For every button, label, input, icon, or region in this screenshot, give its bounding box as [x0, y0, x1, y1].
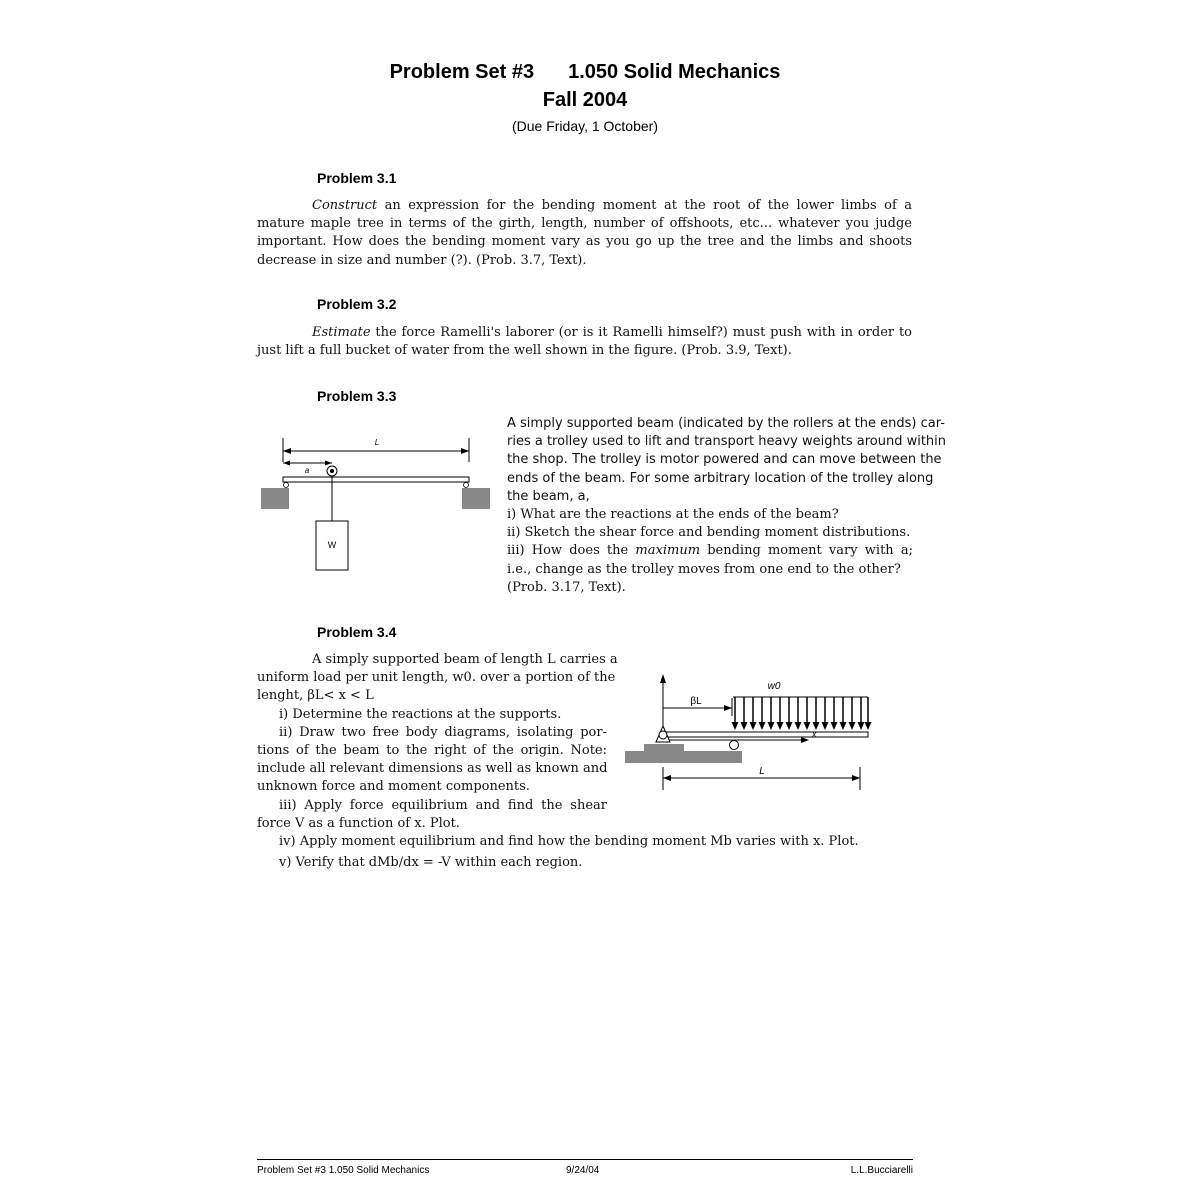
- dim-L-arrow-right: [461, 448, 469, 454]
- problem-3-4-q1: i) Determine the reactions at the supports.: [279, 706, 562, 722]
- footer-author: L.L.Bucciarelli: [850, 1165, 913, 1176]
- label-W: W: [327, 540, 337, 550]
- vertical-axis-arrow: [660, 674, 666, 683]
- ground: [625, 751, 742, 763]
- dim-L-arrow-right: [852, 775, 860, 781]
- problem-3-2-lead: Estimate: [312, 325, 371, 340]
- trolley-axle: [330, 469, 334, 473]
- problem-3-4-line: lenght, βL< x < L: [257, 688, 374, 704]
- problem-3-1-body: an expression for the bending moment at the root of the lower limbs of a mature maple tree in terms of the girth, length, number of offshoots, etc... whatever you judge important. How does the bending moment vary as you go up the tree and the limbs and shoots decrease in size and number (?). (Prob. 3.7, Text).: [257, 198, 912, 268]
- label-L: L: [374, 438, 380, 447]
- problem-3-1-text: [257, 197, 912, 270]
- problem-3-3-heading: Problem 3.3: [317, 388, 397, 404]
- problem-3-4-q3: iii) Apply force equilibrium and find the shear: [279, 797, 607, 813]
- problem-3-4-q2: tions of the beam to the right of the origin. Note:: [257, 743, 607, 759]
- problem-3-3-q3: [507, 542, 913, 560]
- problem-3-3-q3-post: bending moment vary with a;: [700, 543, 913, 559]
- course-title: 1.050 Solid Mechanics: [568, 61, 781, 83]
- dim-a-arrow-left: [283, 461, 290, 466]
- problem-3-4-line: uniform load per unit length, w0. over a portion of the: [257, 670, 616, 686]
- label-betaL: βL: [690, 696, 702, 707]
- problem-3-2-heading: Problem 3.2: [317, 296, 397, 312]
- problem-3-4-q5: v) Verify that dMb/dx = -V within each region.: [279, 855, 583, 870]
- problem-3-3-q1: i) What are the reactions at the ends of the beam?: [507, 507, 839, 523]
- problem-3-3-q3-pre: iii) How does the: [507, 543, 636, 559]
- problem-3-3-q3-em: maximum: [635, 543, 701, 559]
- label-w0: w0: [767, 681, 781, 692]
- right-support: [462, 488, 490, 509]
- term-title: Fall 2004: [542, 89, 628, 111]
- right-roller: [464, 483, 469, 488]
- dim-L-arrow-left: [663, 775, 671, 781]
- problem-3-4-q3: force V as a function of x. Plot.: [257, 815, 460, 831]
- roller-support: [730, 741, 739, 750]
- footer-date: 9/24/04: [566, 1165, 600, 1176]
- label-L: L: [759, 766, 765, 777]
- page-footer: [257, 1159, 913, 1176]
- problem-3-3-line: the shop. The trolley is motor powered and can move between the: [507, 452, 942, 468]
- problem-set-title: Problem Set #3: [389, 61, 535, 83]
- left-roller: [284, 483, 289, 488]
- problem-3-4-q4: iv) Apply moment equilibrium and find how the bending moment Mb varies with x. Plot.: [279, 834, 859, 849]
- beam: [663, 732, 868, 737]
- dim-L-arrow-left: [283, 448, 291, 454]
- problem-3-3-line: ries a trolley used to lift and transport heavy weights around within: [507, 434, 947, 450]
- problem-3-4-heading: Problem 3.4: [317, 624, 397, 640]
- problem-3-4-text: [257, 651, 618, 833]
- distributed-load-arrows: [732, 697, 872, 730]
- problem-3-3-line: ends of the beam. For some arbitrary location of the trolley along: [507, 470, 934, 486]
- problem-3-3-q2: ii) Sketch the shear force and bending moment distributions.: [507, 525, 911, 541]
- problem-3-3-line: A simply supported beam (indicated by the rollers at the ends) car-: [507, 416, 945, 431]
- left-support: [261, 488, 289, 509]
- problem-3-4-q2: unknown force and moment components.: [257, 779, 530, 795]
- label-a: a: [304, 466, 310, 475]
- problem-3-3-q3-line2: i.e., change as the trolley moves from one end to the other?: [507, 561, 901, 577]
- problem-3-4-q2: include all relevant dimensions as well as known and: [257, 761, 608, 777]
- problem-3-2-text: [257, 324, 912, 360]
- problem-3-4-q2: ii) Draw two free body diagrams, isolating por-: [279, 724, 607, 740]
- trolley-beam-figure: [258, 432, 498, 577]
- problem-3-1-lead: Construct: [312, 198, 378, 213]
- label-x: x: [812, 729, 817, 739]
- footer-left: Problem Set #3 1.050 Solid Mechanics: [257, 1165, 430, 1176]
- dim-betaL-arrow: [724, 705, 732, 711]
- problem-3-3-text: [507, 415, 947, 597]
- distributed-load-beam-figure: [622, 670, 877, 795]
- dim-a-arrow-right: [325, 461, 332, 466]
- pin-base: [644, 744, 684, 751]
- x-axis-arrow: [801, 737, 809, 743]
- problem-3-4-line: A simply supported beam of length L carries a: [312, 652, 618, 667]
- page-title: [0, 61, 1170, 84]
- due-date: (Due Friday, 1 October): [511, 118, 658, 134]
- problem-3-2-body: the force Ramelli's laborer (or is it Ramelli himself?) must push with in order to just lift a full bucket of water from the well shown in the figure. (Prob. 3.9, Text).: [257, 325, 912, 359]
- problem-3-3-q3-line3: (Prob. 3.17, Text).: [507, 579, 626, 595]
- beam: [283, 477, 469, 482]
- pin: [659, 731, 667, 739]
- problem-3-1-heading: Problem 3.1: [317, 170, 397, 186]
- problem-3-3-line: the beam, a,: [507, 488, 590, 504]
